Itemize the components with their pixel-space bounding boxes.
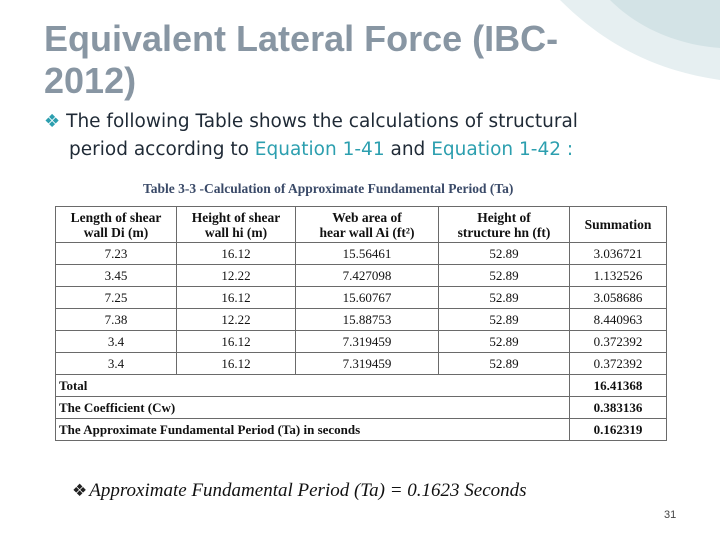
table-cell: 52.89: [439, 265, 570, 287]
and-word: and: [390, 139, 426, 160]
table-cell: 7.319459: [296, 331, 439, 353]
table-cell: 15.56461: [296, 243, 439, 265]
period-label: The Approximate Fundamental Period (Ta) in seconds: [56, 419, 570, 441]
coefficient-label: The Coefficient (Cw): [56, 397, 570, 419]
slide-title: Equivalent Lateral Force (IBC-2012): [44, 18, 559, 101]
bullet-line-1: The following Table shows the calculations of structural: [66, 111, 578, 132]
table-cell: 12.22: [177, 309, 296, 331]
table-cell: 15.88753: [296, 309, 439, 331]
header-height-structure: Height of structure hn (ft): [439, 207, 570, 243]
coefficient-value: 0.383136: [570, 397, 667, 419]
header-summation: Summation: [570, 207, 667, 243]
conclusion-statement: Approximate Fundamental Period (Ta) = 0.1623 Seconds: [89, 480, 527, 501]
table-cell: 7.427098: [296, 265, 439, 287]
page-number: 31: [664, 509, 677, 521]
header-height-shear-wall: Height of shear wall hi (m): [177, 207, 296, 243]
table-container: [55, 206, 667, 441]
table-cell: 52.89: [439, 331, 570, 353]
table-cell: 52.89: [439, 243, 570, 265]
table-cell: 16.12: [177, 243, 296, 265]
total-value: 16.41368: [570, 375, 667, 397]
conclusion-text: [72, 480, 527, 502]
table-cell: 16.12: [177, 353, 296, 375]
table-cell: 1.132526: [570, 265, 667, 287]
table-cell: 8.440963: [570, 309, 667, 331]
table-cell: 16.12: [177, 287, 296, 309]
diamond-bullet-icon: ❖: [72, 481, 88, 501]
table-cell: 0.372392: [570, 353, 667, 375]
table-row: [56, 353, 667, 375]
table-cell: 52.89: [439, 309, 570, 331]
table-row: [56, 265, 667, 287]
table-cell: 0.372392: [570, 331, 667, 353]
table-row: [56, 309, 667, 331]
table-cell: 3.058686: [570, 287, 667, 309]
equation-1-42-ref: Equation 1-42: [431, 139, 562, 160]
table-cell: 15.60767: [296, 287, 439, 309]
colon: :: [566, 139, 574, 160]
table-cell: 12.22: [177, 265, 296, 287]
bullet-line-2: [44, 136, 664, 164]
table-cell: 52.89: [439, 287, 570, 309]
header-length-shear-wall: Length of shear wall Di (m): [56, 207, 177, 243]
period-value: 0.162319: [570, 419, 667, 441]
total-row: [56, 375, 667, 397]
table-cell: 7.25: [56, 287, 177, 309]
coefficient-row: [56, 397, 667, 419]
table-cell: 7.319459: [296, 353, 439, 375]
bullet-line-2-prefix: period according to: [69, 139, 249, 160]
diamond-bullet-icon: ❖: [44, 111, 61, 132]
table-cell: 3.45: [56, 265, 177, 287]
table-caption: Table 3-3 -Calculation of Approximate Fundamental Period (Ta): [143, 181, 514, 196]
table-row: [56, 331, 667, 353]
table-cell: 3.4: [56, 331, 177, 353]
table-cell: 7.38: [56, 309, 177, 331]
table-cell: 16.12: [177, 331, 296, 353]
total-label: Total: [56, 375, 570, 397]
table-cell: 3.036721: [570, 243, 667, 265]
equation-1-41-ref: Equation 1-41: [254, 139, 385, 160]
table-row: [56, 243, 667, 265]
bullet-text: [44, 108, 664, 164]
table-cell: 7.23: [56, 243, 177, 265]
header-web-area: Web area of hear wall Ai (ft²): [296, 207, 439, 243]
table-header-row: [56, 207, 667, 243]
period-calculation-table: [55, 206, 667, 441]
period-row: [56, 419, 667, 441]
table-row: [56, 287, 667, 309]
table-cell: 3.4: [56, 353, 177, 375]
table-cell: 52.89: [439, 353, 570, 375]
